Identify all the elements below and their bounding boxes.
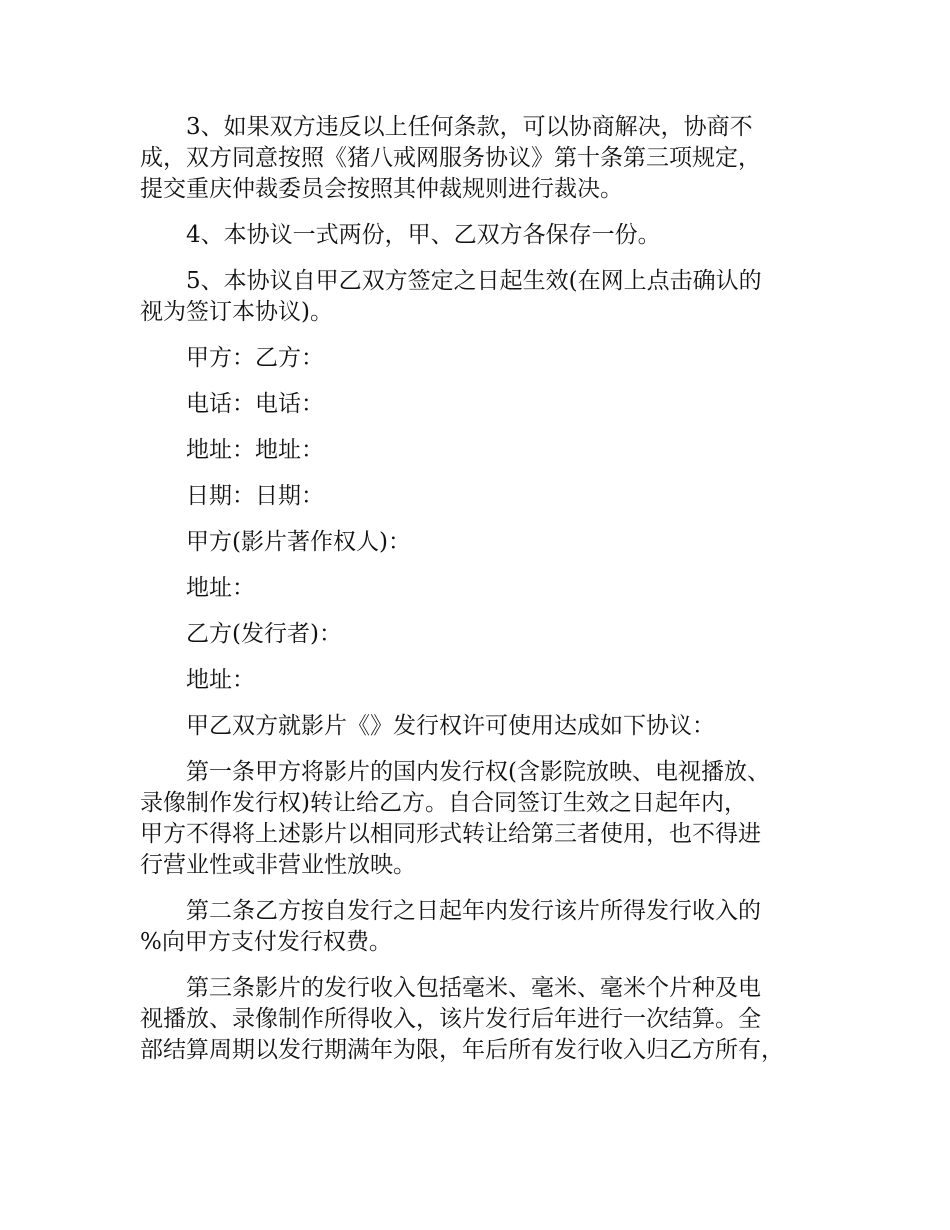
clause-5-line-2: 视为签订本协议)。 [140,299,333,325]
clause-5-line-1: 5、本协议自甲乙双方签定之日起生效(在网上点击确认的 [186,268,762,294]
article-2-line-1: 第二条乙方按自发行之日起年内发行该片所得发行收入的 [186,898,761,924]
article-2-paragraph [140,896,810,958]
party-line: 甲方：乙方： [186,345,324,371]
party-b-distributor-line: 乙方(发行者)： [186,621,342,647]
clause-3-line-1: 3、如果双方违反以上任何条款，可以协商解决，协商不 [186,114,753,140]
document-body [140,112,810,1081]
article-2-line-2: %向甲方支付发行权费。 [140,929,392,955]
article-1-line-2: 录像制作发行权)转让给乙方。自合同签订生效之日起年内， [140,790,747,816]
address-b-line: 地址： [186,667,255,693]
article-3-line-1: 第三条影片的发行收入包括毫米、毫米、毫米个片种及电 [186,975,761,1001]
clause-5-paragraph [140,266,810,328]
clause-4-line-1: 4、本协议一式两份，甲、乙双方各保存一份。 [186,222,661,248]
address-line: 地址：地址： [186,437,324,463]
party-a-copyright-line: 甲方(影片著作权人)： [186,529,411,555]
article-3-paragraph [140,973,810,1066]
clause-3-paragraph [140,112,810,205]
clause-3-line-3: 提交重庆仲裁委员会按照其仲裁规则进行裁决。 [140,176,623,202]
date-line: 日期：日期： [186,483,324,509]
article-1-line-3: 甲方不得将上述影片以相同形式转让给第三者使用，也不得进 [140,821,761,847]
article-1-line-4: 行营业性或非营业性放映。 [140,852,416,878]
article-1-paragraph [140,757,810,881]
article-1-line-1: 第一条甲方将影片的国内发行权(含影院放映、电视播放、 [186,759,770,785]
clause-3-line-2: 成，双方同意按照《猪八戒网服务协议》第十条第三项规定， [140,145,761,171]
article-3-line-2: 视播放、录像制作所得收入，该片发行后年进行一次结算。全 [140,1006,761,1032]
agreement-intro: 甲乙双方就影片《》发行权许可使用达成如下协议： [186,713,715,739]
clause-4-paragraph [140,220,810,251]
article-3-line-3: 部结算周期以发行期满年为限，年后所有发行收入归乙方所有， [140,1037,784,1063]
address-a-line: 地址： [186,575,255,601]
phone-line: 电话：电话： [186,391,324,417]
